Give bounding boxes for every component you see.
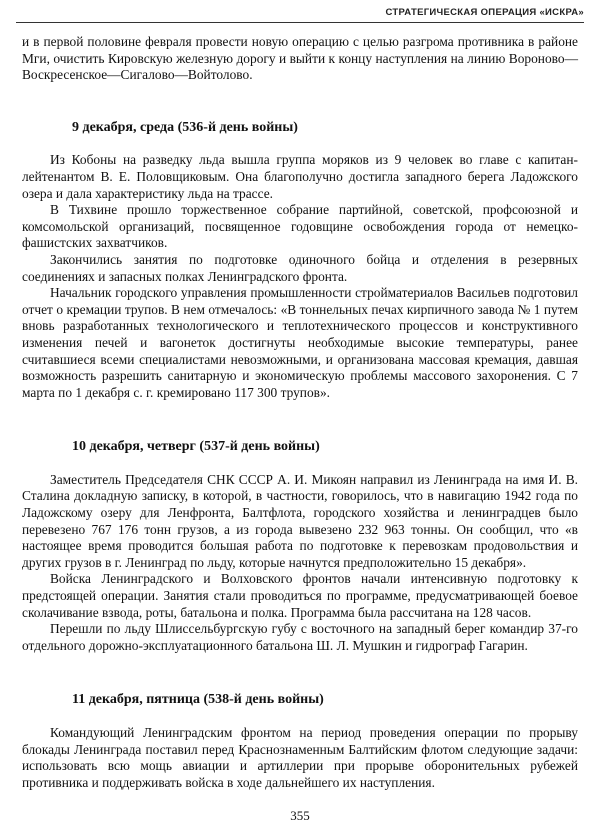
paragraph: Из Кобоны на разведку льда вышла группа моряков из 9 человек во главе с капитан-лейтенантом В. Е. Половщиковым. Она благополучно достигла западного берега Ладожского озера и дала характеристику льда на трассе. — [22, 152, 578, 201]
entry-heading-dec-9: 9 декабря, среда (536-й день войны) — [72, 119, 298, 135]
intro-paragraph: и в первой половине февраля провести новую операцию с целью разгрома противника в районе Мги, очистить Кировскую железную дорогу и выйти к концу наступления на линию Вороново—Воскресенское—Сигалово—Войтолово. — [22, 34, 578, 83]
paragraph: Начальник городского управления промышленности стройматериалов Васильев подготовил отчет о кремации трупов. В нем отмечалось: «В тоннельных печах кирпичного завода № 1 путем вновь разработанных технологического и теплотехнического процессов и конструктивного изменения печей и вагонеток достигнуты необходимые высокие температуры, ранее считавшиеся всеми специалистами невозможными, и организована массовая кремация, давшая возможность разрешить санитарную и экономическую проблемы массового захоронения. С 7 марта по 1 декабря с. г. кремировано 117 300 трупов». — [22, 285, 578, 400]
paragraph: Командующий Ленинградским фронтом на период проведения операции по прорыву блокады Ленинграда поставил перед Краснознаменным Балтийским флотом следующие задачи: использовать всю мощь авиации и артиллерии при прорыве оборонительных рубежей противника и поддерживать войска в ходе дальнейшего их наступления. — [22, 725, 578, 790]
running-header: СТРАТЕГИЧЕСКАЯ ОПЕРАЦИЯ «ИСКРА» — [385, 7, 584, 18]
entry-heading-dec-10: 10 декабря, четверг (537-й день войны) — [72, 439, 320, 455]
paragraph: Войска Ленинградского и Волховского фронтов начали интенсивную подготовку к предстоящей операции. Занятия стали проводиться по программе, предусматривающей боевое сколачивание взвода, роты, батальона и полка. Программа была рассчитана на 128 часов. — [22, 571, 578, 620]
paragraph: В Тихвине прошло торжественное собрание партийной, советской, профсоюзной и комсомольской организаций, посвященное годовщине освобождения города от немецко-фашистских захватчиков. — [22, 202, 578, 251]
paragraph: Заместитель Председателя СНК СССР А. И. Микоян направил из Ленинграда на имя И. В. Сталина докладную записку, в которой, в частности, говорилось, что в навигацию 1942 года по Ладожскому озеру для Ленфронта, Балтфлота, городского хозяйства и ленинградцев было перевезено 767 176 тонн грузов, а из города вывезено 232 963 тонны. Он сообщил, что «в настоящее время проводится большая работа по подготовке к перевозкам продовольствия и других грузов в г. Ленинград по льду, которые начнутся предположительно 15 декабря». — [22, 471, 578, 570]
paragraph: Закончились занятия по подготовке одиночного бойца и отделения в резервных соединениях и запасных полках Ленинградского фронта. — [22, 251, 578, 284]
paragraph: Перешли по льду Шлиссельбургскую губу с восточного на западный берег командир 37-го отдельного дорожно-эксплуатационного батальона Ш. Л. Мушкин и гидрограф Гагарин. — [22, 621, 578, 653]
header-rule — [16, 22, 584, 23]
page-content — [22, 34, 578, 791]
entry-heading-dec-11: 11 декабря, пятница (538-й день войны) — [72, 692, 324, 708]
page-number: 355 — [290, 808, 310, 823]
